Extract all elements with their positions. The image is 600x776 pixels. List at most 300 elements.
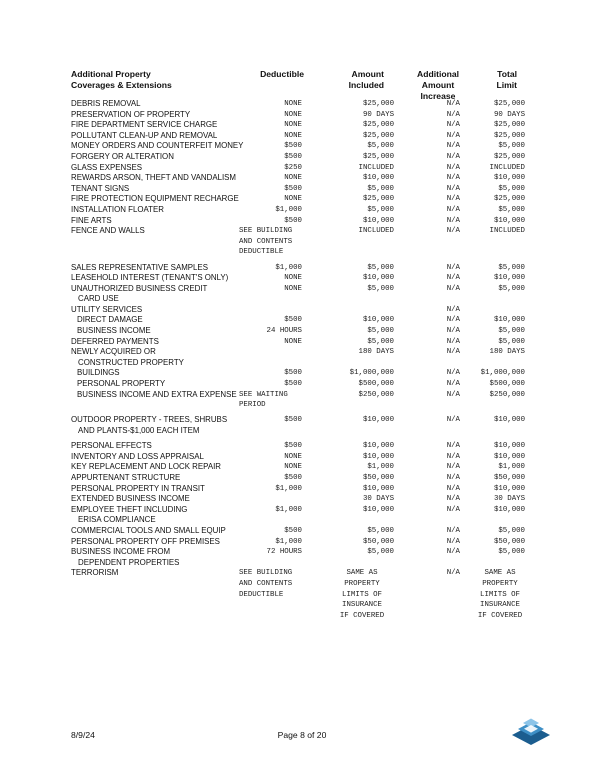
- amount-included-value-line: [310, 305, 394, 316]
- total-limit-value-line: $50,000: [493, 473, 525, 482]
- additional-increase-value-line: N/A: [446, 205, 460, 214]
- total-limit-value: [465, 537, 525, 548]
- total-limit-value: [465, 441, 525, 452]
- coverage-name-line: MONEY ORDERS AND COUNTERFEIT MONEY: [71, 141, 244, 151]
- deductible-value: [200, 494, 302, 505]
- additional-increase-value-line: N/A: [446, 569, 460, 578]
- amount-included-value-line: $5,000: [367, 263, 394, 272]
- total-limit-value: [465, 263, 525, 274]
- header-total-limit: [462, 69, 517, 91]
- deductible-value-line: NONE: [284, 110, 302, 119]
- header-total-limit-line: Total: [497, 69, 517, 79]
- deductible-value-line: $500: [284, 380, 302, 389]
- table-row: [0, 173, 600, 184]
- total-limit-value: [465, 484, 525, 495]
- amount-included-value: [310, 441, 394, 452]
- total-limit-value: [465, 326, 525, 337]
- table-row: [0, 379, 600, 390]
- coverage-name-line: FIRE DEPARTMENT SERVICE CHARGE: [71, 120, 218, 130]
- total-limit-value-line: $500,000: [489, 380, 525, 389]
- amount-included-value: [310, 99, 394, 110]
- coverage-name-line: BUSINESS INCOME AND EXTRA EXPENSE: [77, 389, 237, 399]
- coverage-name-line: INSTALLATION FLOATER: [71, 204, 164, 214]
- amount-included-value: [310, 131, 394, 142]
- total-limit-value-line: $5,000: [498, 284, 525, 293]
- coverage-name-line: PERSONAL PROPERTY OFF PREMISES: [71, 536, 220, 546]
- coverage-name-line: COMMERCIAL TOOLS AND SMALL EQUIP: [71, 525, 226, 535]
- total-limit-value-line: $5,000: [498, 548, 525, 557]
- deductible-value-line: NONE: [284, 284, 302, 293]
- table-row: [0, 205, 600, 216]
- additional-increase-value: [420, 337, 460, 348]
- header-coverages-line: Additional Property: [71, 69, 151, 79]
- total-limit-value-line: 90 DAYS: [493, 110, 525, 119]
- table-row: [0, 284, 600, 305]
- deductible-value: [200, 163, 302, 174]
- total-limit-value-line: $250,000: [489, 390, 525, 399]
- additional-increase-value: [420, 163, 460, 174]
- total-limit-value-line: SAME AS: [484, 569, 516, 578]
- additional-increase-value-line: N/A: [446, 110, 460, 119]
- deductible-value: [200, 216, 302, 227]
- additional-increase-value-line: N/A: [446, 484, 460, 493]
- coverage-name-line: UTILITY SERVICES: [71, 304, 143, 314]
- deductible-value: [200, 99, 302, 110]
- deductible-value-line: [200, 347, 302, 358]
- additional-increase-value: [420, 141, 460, 152]
- amount-included-value: [310, 484, 394, 495]
- amount-included-value: [310, 473, 394, 484]
- total-limit-value-line: $5,000: [498, 142, 525, 151]
- header-additional-increase-line: Amount: [421, 80, 455, 90]
- additional-increase-value: [420, 120, 460, 131]
- total-limit-value-line: LIMITS OF: [480, 590, 520, 599]
- deductible-value: [200, 173, 302, 184]
- table-row: [0, 337, 600, 348]
- coverage-name-line: FIRE PROTECTION EQUIPMENT RECHARGE: [71, 194, 239, 204]
- deductible-value-line: $500: [284, 442, 302, 451]
- amount-included-value: [310, 415, 394, 426]
- total-limit-value-line: $25,000: [493, 195, 525, 204]
- amount-included-value: [310, 347, 394, 358]
- coverage-name-line: PERSONAL EFFECTS: [71, 441, 152, 451]
- amount-included-value-line: $1,000: [367, 463, 394, 472]
- additional-increase-value: [420, 415, 460, 426]
- total-limit-value-line: $1,000: [498, 463, 525, 472]
- deductible-value: [200, 484, 302, 495]
- additional-increase-value: [420, 263, 460, 274]
- deductible-value: [239, 568, 319, 600]
- deductible-value-line: DEDUCTIBLE: [239, 248, 284, 257]
- additional-increase-value-line: N/A: [446, 548, 460, 557]
- deductible-value-line: $500: [284, 416, 302, 425]
- additional-increase-value-line: N/A: [446, 442, 460, 451]
- amount-included-value: [320, 568, 404, 621]
- deductible-value: [200, 505, 302, 516]
- additional-increase-value: [420, 473, 460, 484]
- amount-included-value-line: SAME AS: [346, 569, 378, 578]
- table-row: [0, 273, 600, 284]
- deductible-value: [200, 347, 302, 358]
- total-limit-value-line: INCLUDED: [489, 227, 525, 236]
- amount-included-value: [310, 505, 394, 516]
- total-limit-value: [465, 462, 525, 473]
- total-limit-value: [465, 131, 525, 142]
- footer-date: 8/9/24: [71, 730, 95, 740]
- total-limit-value-line: $10,000: [493, 484, 525, 493]
- deductible-value: [200, 120, 302, 131]
- deductible-value: [200, 263, 302, 274]
- table-row: [0, 473, 600, 484]
- deductible-value-line: $250: [284, 163, 302, 172]
- table-row: [0, 547, 600, 568]
- amount-included-value-line: $5,000: [367, 337, 394, 346]
- additional-increase-value: [420, 131, 460, 142]
- additional-increase-value-line: N/A: [446, 121, 460, 130]
- coverage-name-line: PRESERVATION OF PROPERTY: [71, 109, 191, 119]
- deductible-value-line: SEE BUILDING: [239, 227, 293, 236]
- amount-included-value: [310, 152, 394, 163]
- additional-increase-value: [420, 205, 460, 216]
- amount-included-value-line: 90 DAYS: [362, 110, 394, 119]
- deductible-value-line: NONE: [284, 463, 302, 472]
- amount-included-value-line: $50,000: [362, 473, 394, 482]
- table-row: [0, 131, 600, 142]
- additional-increase-value-line: N/A: [446, 416, 460, 425]
- header-deductible-line: Deductible: [260, 69, 304, 79]
- amount-included-value: [310, 120, 394, 131]
- amount-included-value: [310, 494, 394, 505]
- deductible-value: [200, 184, 302, 195]
- table-row: [0, 99, 600, 110]
- additional-increase-value-line: N/A: [446, 227, 460, 236]
- table-row: [0, 184, 600, 195]
- amount-included-value: [310, 263, 394, 274]
- additional-increase-value: [420, 347, 460, 358]
- amount-included-value: [310, 110, 394, 121]
- amount-included-value-line: $10,000: [362, 484, 394, 493]
- table-row: [0, 263, 600, 274]
- deductible-value: [200, 305, 302, 316]
- additional-increase-value-line: N/A: [446, 284, 460, 293]
- deductible-value: [239, 390, 319, 411]
- table-row: [0, 368, 600, 379]
- header-additional-increase-line: Increase: [420, 91, 456, 101]
- additional-increase-value-line: N/A: [446, 131, 460, 140]
- table-row: [0, 120, 600, 131]
- coverage-name-line: EMPLOYEE THEFT INCLUDING: [71, 504, 188, 514]
- total-limit-value-line: $10,000: [493, 452, 525, 461]
- total-limit-value-line: $10,000: [493, 216, 525, 225]
- total-limit-value: [465, 347, 525, 358]
- deductible-value-line: $500: [284, 473, 302, 482]
- amount-included-value: [310, 141, 394, 152]
- additional-increase-value: [420, 368, 460, 379]
- total-limit-value: [465, 173, 525, 184]
- total-limit-value: [465, 315, 525, 326]
- additional-increase-value: [420, 526, 460, 537]
- amount-included-value: [310, 184, 394, 195]
- amount-included-value-line: $50,000: [362, 537, 394, 546]
- amount-included-value: [310, 305, 394, 316]
- header-amount-included-line: Included: [348, 80, 384, 90]
- coverage-name-line: CARD USE: [78, 294, 119, 304]
- additional-increase-value-line: N/A: [446, 526, 460, 535]
- total-limit-value: [465, 110, 525, 121]
- coverage-name-line: FORGERY OR ALTERATION: [71, 151, 174, 161]
- deductible-value: [200, 547, 302, 558]
- additional-increase-value: [420, 194, 460, 205]
- additional-increase-value: [420, 315, 460, 326]
- amount-included-value: [310, 462, 394, 473]
- amount-included-value-line: INSURANCE: [342, 601, 382, 610]
- deductible-value-line: [200, 494, 302, 505]
- table-row: [0, 152, 600, 163]
- table-row: [0, 462, 600, 473]
- coverage-name-line: BUSINESS INCOME: [77, 326, 151, 336]
- coverage-name-line: BUSINESS INCOME FROM: [71, 547, 171, 557]
- additional-increase-value-line: N/A: [446, 505, 460, 514]
- amount-included-value: [310, 173, 394, 184]
- amount-included-value-line: $5,000: [367, 526, 394, 535]
- total-limit-value: [465, 473, 525, 484]
- coverage-name-line: DIRECT DAMAGE: [77, 315, 143, 325]
- total-limit-value-line: INCLUDED: [489, 163, 525, 172]
- deductible-value-line: NONE: [284, 131, 302, 140]
- table-row: [0, 494, 600, 505]
- amount-included-value: [310, 452, 394, 463]
- total-limit-value: [465, 141, 525, 152]
- table-row: [0, 315, 600, 326]
- deductible-value-line: $1,000: [275, 484, 302, 493]
- amount-included-value-line: $5,000: [367, 284, 394, 293]
- additional-increase-value: [420, 110, 460, 121]
- deductible-value-line: $500: [284, 216, 302, 225]
- additional-increase-value: [420, 484, 460, 495]
- table-row: [0, 568, 600, 621]
- deductible-value-line: PERIOD: [239, 401, 266, 410]
- total-limit-value: [465, 284, 525, 295]
- total-limit-value: [465, 368, 525, 379]
- total-limit-value-line: PROPERTY: [482, 579, 518, 588]
- deductible-value: [200, 462, 302, 473]
- total-limit-value-line: $25,000: [493, 121, 525, 130]
- additional-increase-value-line: N/A: [446, 100, 460, 108]
- deductible-value-line: 72 HOURS: [266, 548, 302, 557]
- additional-increase-value-line: N/A: [446, 327, 460, 336]
- additional-increase-value: [420, 173, 460, 184]
- additional-increase-value: [420, 462, 460, 473]
- deductible-value-line: SEE BUILDING: [239, 569, 293, 578]
- total-limit-value: [465, 226, 525, 237]
- total-limit-value-line: [465, 305, 525, 316]
- deductible-value-line: NONE: [284, 121, 302, 130]
- total-limit-value: [465, 390, 525, 401]
- coverage-name: [77, 390, 252, 401]
- coverage-name-line: PERSONAL PROPERTY IN TRANSIT: [71, 483, 205, 493]
- coverage-name-line: INVENTORY AND LOSS APPRAISAL: [71, 451, 204, 461]
- amount-included-value-line: IF COVERED: [339, 611, 385, 620]
- coverage-name-line: LEASEHOLD INTEREST (TENANT'S ONLY): [71, 273, 229, 283]
- coverage-name-line: KEY REPLACEMENT AND LOCK REPAIR: [71, 462, 221, 472]
- total-limit-value: [465, 99, 525, 110]
- table-row: [0, 216, 600, 227]
- total-limit-value-line: $5,000: [498, 526, 525, 535]
- additional-increase-value-line: N/A: [446, 495, 460, 504]
- coverage-name-line: BUILDINGS: [77, 368, 120, 378]
- amount-included-value: [310, 326, 394, 337]
- additional-increase-value: [420, 305, 460, 316]
- header-deductible: [240, 69, 304, 80]
- deductible-value-line: $1,000: [275, 263, 302, 272]
- total-limit-value: [465, 505, 525, 516]
- deductible-value-line: $500: [284, 142, 302, 151]
- additional-increase-value-line: N/A: [446, 163, 460, 172]
- amount-included-value-line: $5,000: [367, 184, 394, 193]
- deductible-value-line: $500: [284, 526, 302, 535]
- total-limit-value: [465, 305, 525, 316]
- additional-increase-value-line: N/A: [446, 348, 460, 357]
- additional-increase-value: [420, 452, 460, 463]
- deductible-value-line: $1,000: [275, 205, 302, 214]
- total-limit-value-line: $5,000: [498, 337, 525, 346]
- deductible-value-line: $1,000: [275, 537, 302, 546]
- additional-increase-value-line: N/A: [446, 184, 460, 193]
- coverage-name-line: TENANT SIGNS: [71, 183, 130, 193]
- deductible-value-line: AND CONTENTS: [239, 237, 293, 246]
- total-limit-value-line: $25,000: [493, 131, 525, 140]
- amount-included-value-line: $500,000: [358, 380, 394, 389]
- total-limit-value: [465, 205, 525, 216]
- amount-included-value: [310, 526, 394, 537]
- total-limit-value: [465, 216, 525, 227]
- coverage-name-line: DEPENDENT PROPERTIES: [78, 557, 180, 567]
- total-limit-value: [465, 194, 525, 205]
- additional-increase-value: [420, 547, 460, 558]
- additional-increase-value-line: N/A: [446, 380, 460, 389]
- amount-included-value-line: $250,000: [358, 390, 394, 399]
- total-limit-value-line: 180 DAYS: [489, 348, 525, 357]
- additional-increase-value: [420, 441, 460, 452]
- coverage-name-line: UNAUTHORIZED BUSINESS CREDIT: [71, 283, 208, 293]
- coverage-name-line: SALES REPRESENTATIVE SAMPLES: [71, 262, 208, 272]
- deductible-value: [200, 194, 302, 205]
- total-limit-value-line: $5,000: [498, 327, 525, 336]
- total-limit-value-line: $10,000: [493, 442, 525, 451]
- amount-included-value-line: $25,000: [362, 100, 394, 108]
- deductible-value-line: NONE: [284, 337, 302, 346]
- deductible-value: [200, 141, 302, 152]
- deductible-value: [200, 326, 302, 337]
- amount-included-value: [310, 284, 394, 295]
- additional-increase-value: [420, 216, 460, 227]
- additional-increase-value-line: N/A: [446, 195, 460, 204]
- additional-increase-value: [420, 226, 460, 237]
- deductible-value: [200, 273, 302, 284]
- additional-increase-value: [420, 505, 460, 516]
- coverage-name-line: EXTENDED BUSINESS INCOME: [71, 494, 190, 504]
- additional-increase-value-line: N/A: [446, 174, 460, 183]
- total-limit-value: [468, 568, 532, 621]
- additional-increase-value: [420, 273, 460, 284]
- table-row: [0, 452, 600, 463]
- total-limit-value-line: $10,000: [493, 416, 525, 425]
- additional-increase-value: [420, 537, 460, 548]
- coverage-table: [0, 99, 600, 621]
- amount-included-value: [310, 390, 394, 401]
- amount-included-value-line: $10,000: [362, 416, 394, 425]
- amount-included-value-line: $10,000: [362, 452, 394, 461]
- additional-increase-value: [420, 99, 460, 110]
- amount-included-value-line: $5,000: [367, 548, 394, 557]
- coverage-name-line: DEFERRED PAYMENTS: [71, 336, 159, 346]
- additional-increase-value-line: N/A: [446, 316, 460, 325]
- amount-included-value-line: PROPERTY: [344, 579, 380, 588]
- total-limit-value-line: $25,000: [493, 100, 525, 108]
- deductible-value-line: SEE WAITING: [239, 390, 288, 399]
- additional-increase-value: [420, 184, 460, 195]
- coverage-name-line: FENCE AND WALLS: [71, 226, 145, 236]
- amount-included-value-line: $10,000: [362, 505, 394, 514]
- deductible-value: [239, 226, 319, 258]
- table-row: [0, 526, 600, 537]
- additional-increase-value-line: N/A: [446, 473, 460, 482]
- table-row: [0, 163, 600, 174]
- deductible-value: [200, 415, 302, 426]
- header-coverages-line: Coverages & Extensions: [71, 80, 172, 90]
- deductible-value-line: $500: [284, 369, 302, 378]
- table-row: [0, 441, 600, 452]
- coverage-name: [71, 226, 246, 237]
- amount-included-value: [310, 337, 394, 348]
- additional-increase-value-line: N/A: [446, 216, 460, 225]
- amount-included-value: [310, 205, 394, 216]
- table-row: [0, 110, 600, 121]
- table-row: [0, 415, 600, 436]
- amount-included-value-line: $10,000: [362, 274, 394, 283]
- table-row: [0, 537, 600, 548]
- total-limit-value-line: $10,000: [493, 274, 525, 283]
- deductible-value-line: $1,000: [275, 505, 302, 514]
- table-row: [0, 326, 600, 337]
- amount-included-value-line: $5,000: [367, 142, 394, 151]
- amount-included-value: [310, 216, 394, 227]
- deductible-value-line: NONE: [284, 452, 302, 461]
- table-row: [0, 347, 600, 368]
- deductible-value: [200, 452, 302, 463]
- coverage-name-line: OUTDOOR PROPERTY - TREES, SHRUBS: [71, 415, 228, 425]
- coverage-name-line: NEWLY ACQUIRED OR: [71, 347, 156, 357]
- amount-included-value-line: $10,000: [362, 216, 394, 225]
- deductible-value-line: AND CONTENTS: [239, 579, 293, 588]
- amount-included-value: [310, 315, 394, 326]
- deductible-value: [200, 526, 302, 537]
- amount-included-value-line: INCLUDED: [358, 227, 394, 236]
- amount-included-value: [310, 379, 394, 390]
- additional-increase-value-line: N/A: [446, 274, 460, 283]
- header-amount-included-line: Amount: [351, 69, 384, 79]
- additional-increase-value: [420, 326, 460, 337]
- amount-included-value-line: $10,000: [362, 316, 394, 325]
- total-limit-value-line: $25,000: [493, 152, 525, 161]
- total-limit-value: [465, 494, 525, 505]
- additional-increase-value: [420, 284, 460, 295]
- additional-increase-value-line: N/A: [446, 263, 460, 272]
- amount-included-value-line: 180 DAYS: [358, 348, 394, 357]
- deductible-value: [200, 337, 302, 348]
- coverage-name-line: ERISA COMPLIANCE: [78, 515, 156, 525]
- total-limit-value-line: 30 DAYS: [493, 495, 525, 504]
